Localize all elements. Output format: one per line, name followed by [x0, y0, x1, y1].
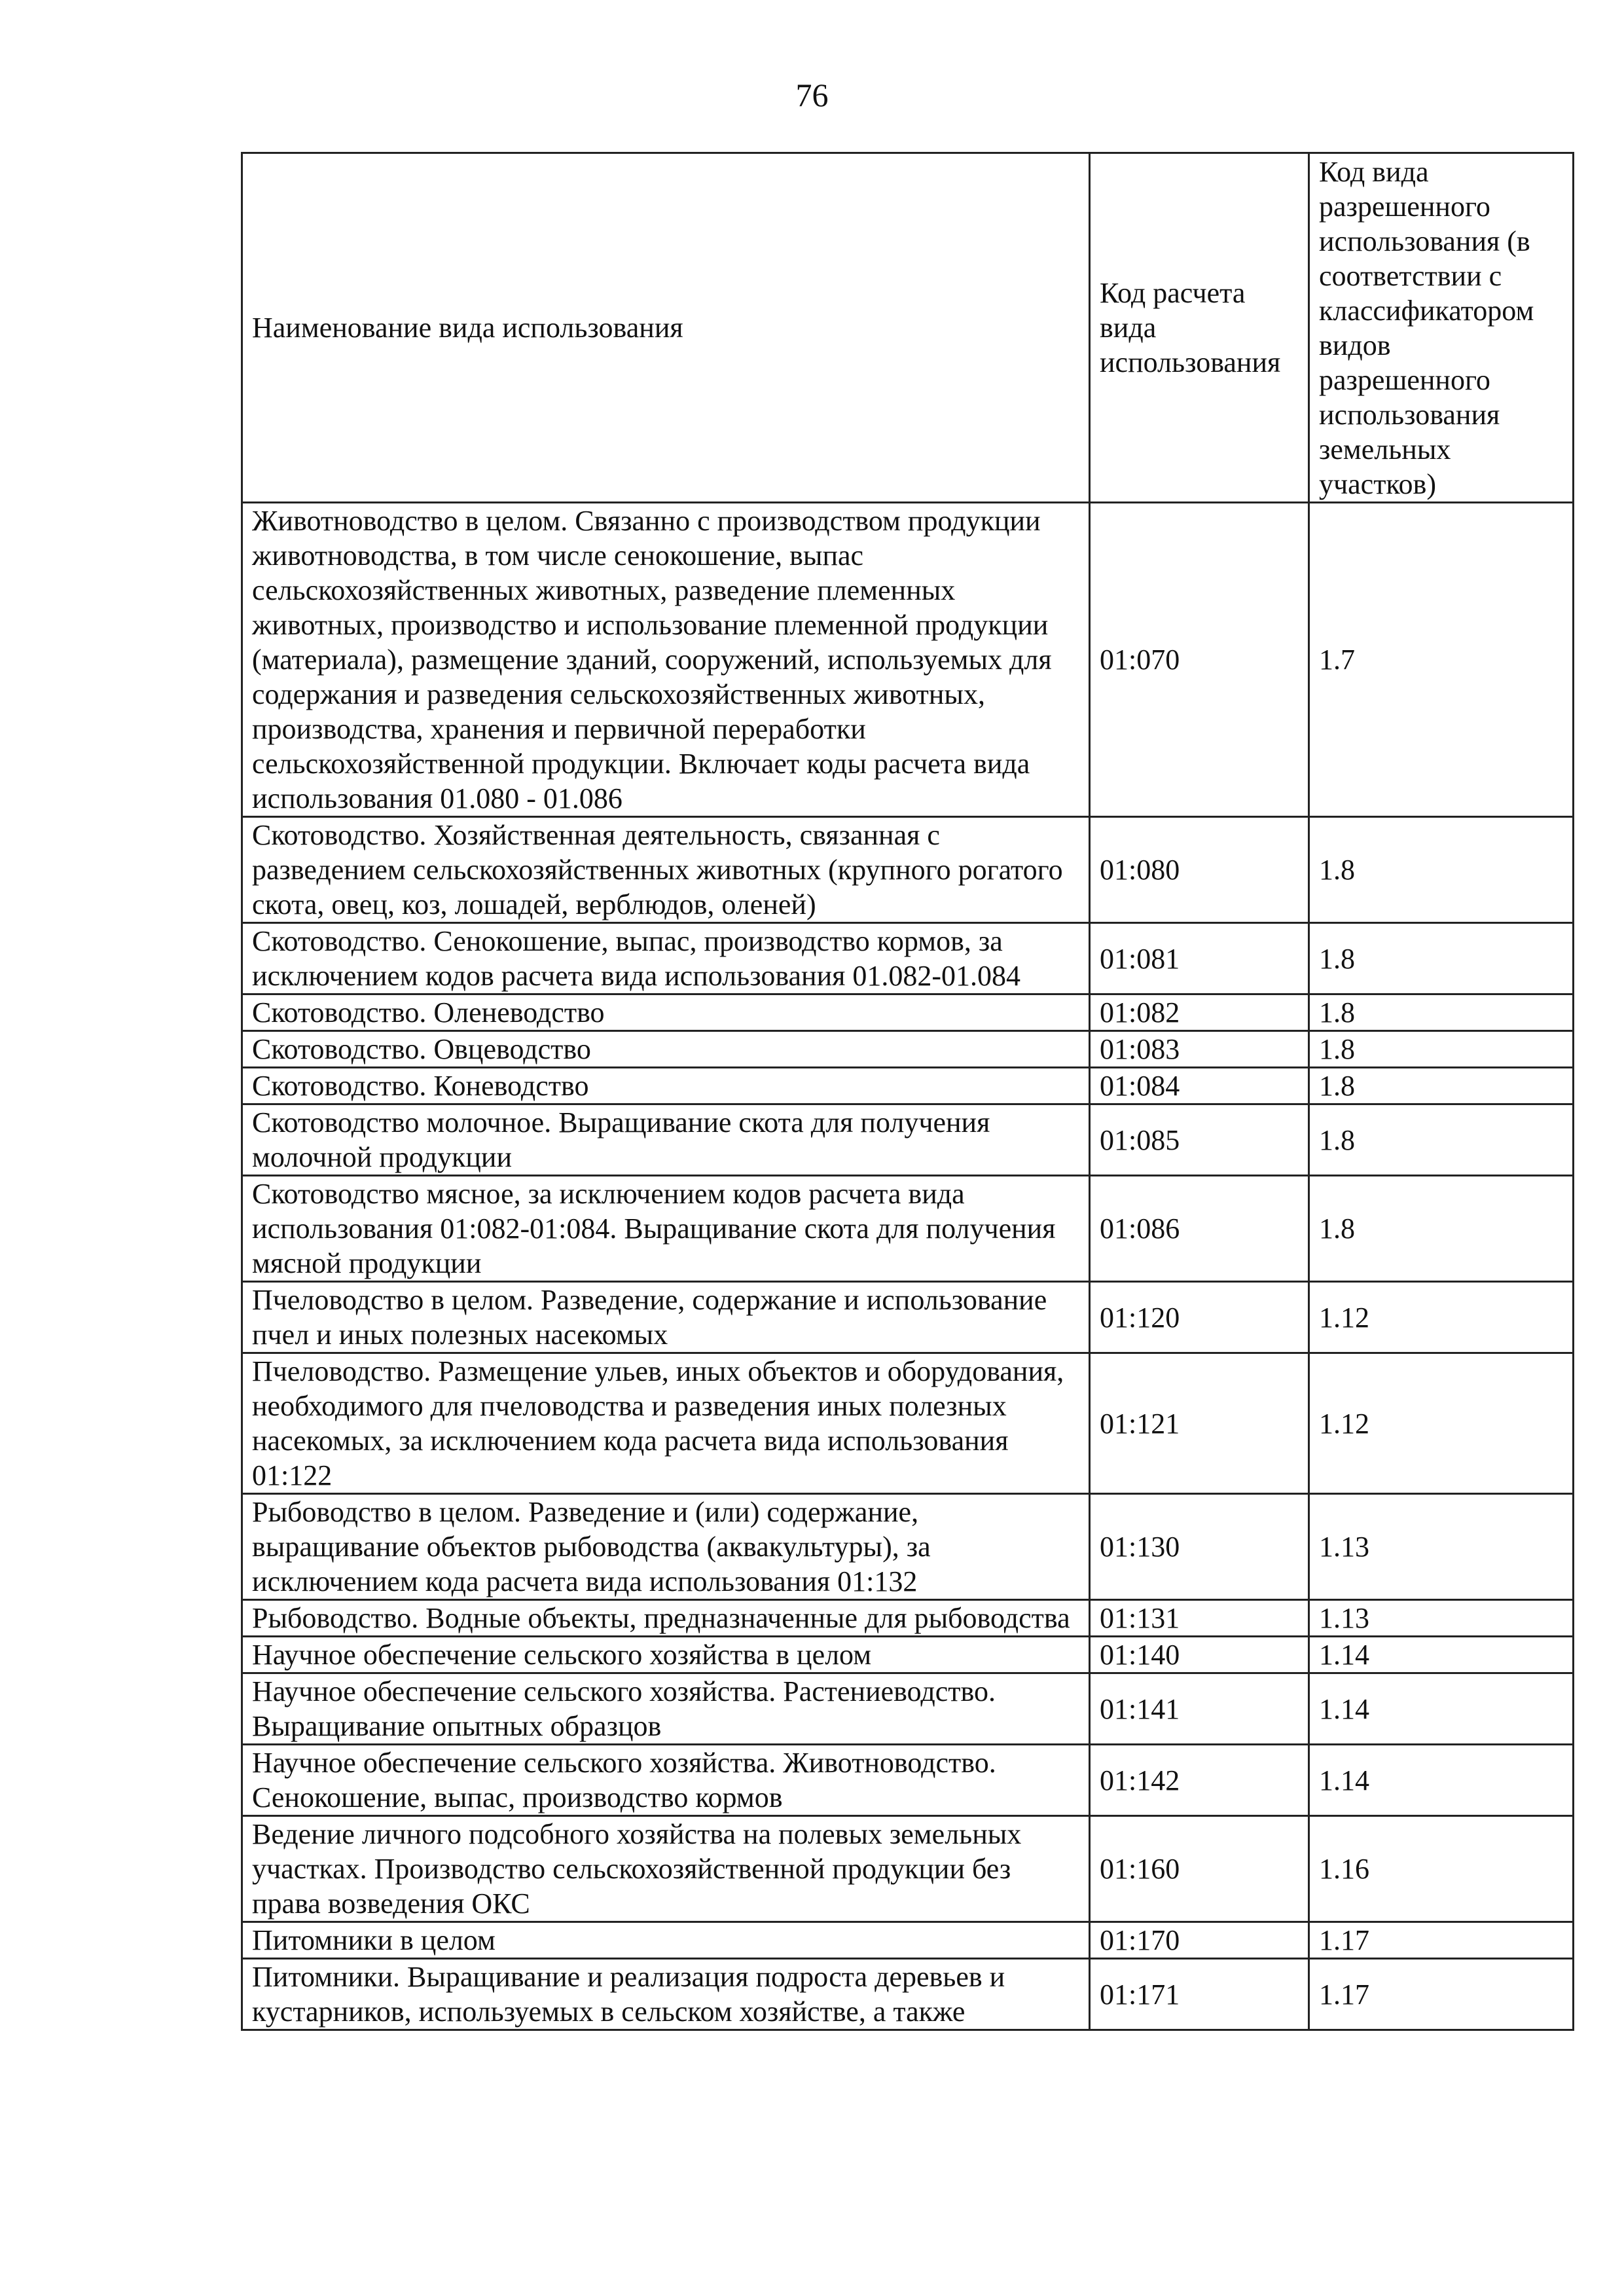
table-row: [242, 923, 1574, 994]
row-code: 01:171: [1090, 1959, 1309, 2030]
row-code: 01:070: [1090, 503, 1309, 817]
row-name: Пчеловодство в целом. Разведение, содержание и использование пчел и иных полезных насекомых: [242, 1282, 1090, 1353]
row-vri: 1.8: [1309, 1031, 1574, 1068]
row-vri: 1.8: [1309, 1104, 1574, 1176]
row-code: 01:080: [1090, 817, 1309, 923]
row-name: Научное обеспечение сельского хозяйства. Животноводство. Сенокошение, выпас, производство кормов: [242, 1745, 1090, 1816]
row-name: Рыбоводство. Водные объекты, предназначенные для рыбоводства: [242, 1600, 1090, 1637]
header-vri-code: Код вида разрешенного использования (в соответствии с классификатором видов разрешенного использования земельных участков): [1309, 153, 1574, 503]
header-name: Наименование вида использования: [242, 153, 1090, 503]
row-code: 01:160: [1090, 1816, 1309, 1922]
table-row: [242, 1600, 1574, 1637]
row-name: Скотоводство. Оленеводство: [242, 994, 1090, 1031]
row-name: Животноводство в целом. Связанно с производством продукции животноводства, в том числе сенокошение, выпас сельскохозяйственных животных, разведение племенных животных, производство и использование племенной продукции (материала), размещение зданий, сооружений, используемых для содержания и разведения сельскохозяйственных животных, производства, хранения и первичной переработки сельскохозяйственной продукции. Включает коды расчета вида использования 01.080 - 01.086: [242, 503, 1090, 817]
row-name: Научное обеспечение сельского хозяйства. Растениеводство. Выращивание опытных образцов: [242, 1673, 1090, 1745]
row-vri: 1.14: [1309, 1637, 1574, 1673]
table-row: [242, 1673, 1574, 1745]
row-vri: 1.8: [1309, 994, 1574, 1031]
row-code: 01:121: [1090, 1353, 1309, 1494]
row-vri: 1.13: [1309, 1494, 1574, 1600]
table-row: [242, 1031, 1574, 1068]
row-code: 01:130: [1090, 1494, 1309, 1600]
header-calc-code: Код расчета вида использования: [1090, 153, 1309, 503]
row-name: Пчеловодство. Размещение ульев, иных объектов и оборудования, необходимого для пчеловодства и разведения иных полезных насекомых, за исключением кода расчета вида использования 01:122: [242, 1353, 1090, 1494]
row-vri: 1.14: [1309, 1745, 1574, 1816]
table-row: [242, 817, 1574, 923]
row-vri: 1.16: [1309, 1816, 1574, 1922]
table-row: [242, 1282, 1574, 1353]
table-row: [242, 1745, 1574, 1816]
table-row: [242, 994, 1574, 1031]
row-vri: 1.8: [1309, 817, 1574, 923]
table-row: [242, 1959, 1574, 2030]
row-name: Питомники в целом: [242, 1922, 1090, 1959]
row-name: Ведение личного подсобного хозяйства на полевых земельных участках. Производство сельскохозяйственной продукции без права возведения ОКС: [242, 1816, 1090, 1922]
row-code: 01:142: [1090, 1745, 1309, 1816]
table-row: [242, 1104, 1574, 1176]
row-vri: 1.8: [1309, 923, 1574, 994]
table-row: [242, 1353, 1574, 1494]
row-name: Скотоводство. Сенокошение, выпас, производство кормов, за исключением кодов расчета вида использования 01.082-01.084: [242, 923, 1090, 994]
row-name: Скотоводство. Овцеводство: [242, 1031, 1090, 1068]
row-vri: 1.14: [1309, 1673, 1574, 1745]
table-row: [242, 1637, 1574, 1673]
row-code: 01:140: [1090, 1637, 1309, 1673]
row-vri: 1.12: [1309, 1282, 1574, 1353]
land-use-table: [241, 152, 1574, 2031]
row-vri: 1.17: [1309, 1959, 1574, 2030]
table-row: [242, 1816, 1574, 1922]
row-code: 01:141: [1090, 1673, 1309, 1745]
row-code: 01:086: [1090, 1176, 1309, 1282]
row-name: Скотоводство мясное, за исключением кодов расчета вида использования 01:082-01:084. Выращивание скота для получения мясной продукции: [242, 1176, 1090, 1282]
table-row: [242, 1922, 1574, 1959]
row-name: Скотоводство. Хозяйственная деятельность, связанная с разведением сельскохозяйственных животных (крупного рогатого скота, овец, коз, лошадей, верблюдов, оленей): [242, 817, 1090, 923]
table-row: [242, 1068, 1574, 1104]
row-vri: 1.7: [1309, 503, 1574, 817]
table-row: [242, 1494, 1574, 1600]
row-name: Научное обеспечение сельского хозяйства в целом: [242, 1637, 1090, 1673]
row-name: Скотоводство молочное. Выращивание скота для получения молочной продукции: [242, 1104, 1090, 1176]
row-code: 01:081: [1090, 923, 1309, 994]
row-vri: 1.17: [1309, 1922, 1574, 1959]
page-number: 76: [795, 77, 829, 113]
row-name: Рыбоводство в целом. Разведение и (или) содержание, выращивание объектов рыбоводства (аквакультуры), за исключением кода расчета вида использования 01:132: [242, 1494, 1090, 1600]
row-vri: 1.8: [1309, 1176, 1574, 1282]
table-row: [242, 1176, 1574, 1282]
row-name: Питомники. Выращивание и реализация подроста деревьев и кустарников, используемых в сельском хозяйстве, а также: [242, 1959, 1090, 2030]
table-header-row: [242, 153, 1574, 503]
row-name: Скотоводство. Коневодство: [242, 1068, 1090, 1104]
row-vri: 1.8: [1309, 1068, 1574, 1104]
row-vri: 1.13: [1309, 1600, 1574, 1637]
row-code: 01:085: [1090, 1104, 1309, 1176]
row-vri: 1.12: [1309, 1353, 1574, 1494]
row-code: 01:082: [1090, 994, 1309, 1031]
row-code: 01:083: [1090, 1031, 1309, 1068]
row-code: 01:120: [1090, 1282, 1309, 1353]
table-row: [242, 503, 1574, 817]
row-code: 01:084: [1090, 1068, 1309, 1104]
row-code: 01:131: [1090, 1600, 1309, 1637]
row-code: 01:170: [1090, 1922, 1309, 1959]
